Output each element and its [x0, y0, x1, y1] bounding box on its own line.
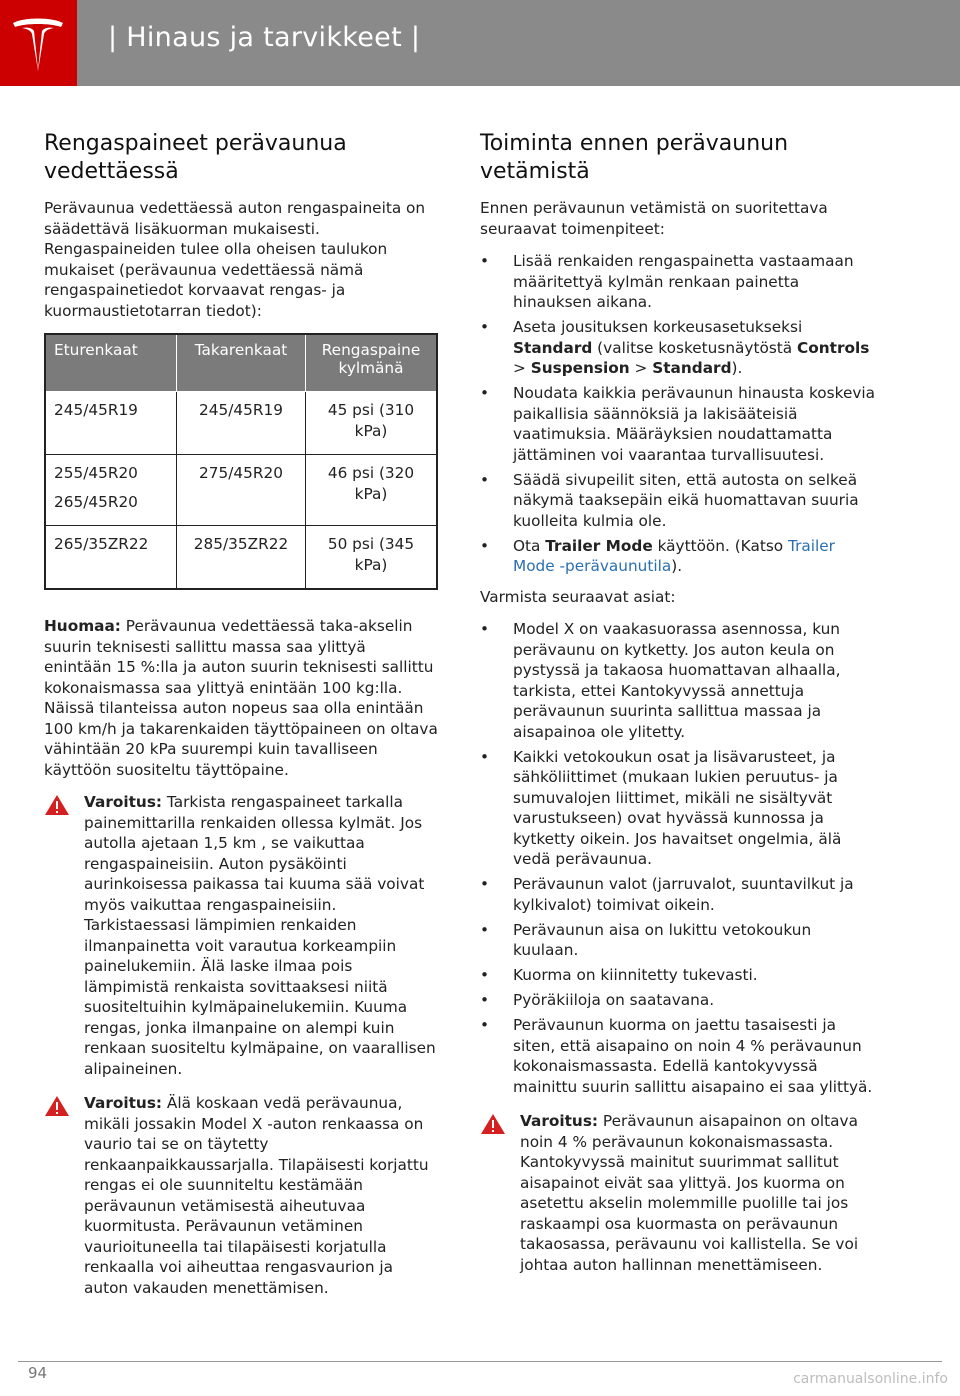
pressure-cell: 45 psi (310 kPa) [306, 392, 438, 455]
pressure-cell: 50 psi (345 kPa) [306, 526, 438, 590]
list-item [480, 536, 876, 577]
text-span: ). [731, 359, 743, 377]
list-item-text: Perävaunun kuorma on jaettu tasaisesti ja siten, että aisapaino on noin 4 % perävaunun kokonaismassasta. Edellä kantokyvyssä mainittu suurin sallittu aisapaino ei saa ylittyä. [513, 1016, 873, 1096]
list-item-text [513, 537, 835, 576]
column-header-rear: Takarenkaat [177, 334, 306, 392]
text-span: Aseta jousituksen korkeusasetukseksi [513, 318, 803, 336]
front-tire-cell [45, 455, 177, 526]
tesla-logo-icon [10, 14, 66, 72]
list-item [480, 1015, 876, 1097]
tire-pressure-heading: Rengaspaineet perävaunua vedettäessä [44, 131, 347, 184]
text-span: Ota [513, 536, 546, 555]
text-span: > [513, 359, 531, 377]
warning-icon [44, 794, 70, 816]
list-item-text: Model X on vaakasuorassa asennossa, kun perävaunu on kytketty. Jos auton keula on pystyssä ja takaosa huomattavan alhaalla, tarkista, ettei Kantokyvyssä annettuja perävaunun suurinta sallittua massaa ja aisapainoa ole ylitetty. [513, 620, 841, 741]
list-item [480, 920, 876, 961]
trailer-mode-link[interactable]: Trailer Mode -perävaunutila [513, 536, 835, 575]
column-header-pressure: Rengaspaine kylmänä [306, 334, 438, 392]
footer-divider [18, 1361, 942, 1362]
tire-pressure-intro: Perävaunua vedettäessä auton rengaspaineita on säädettävä lisäkuorman mukaisesti. Rengaspaineiden tulee olla oheisen taulukon mukaiset (perävaunua vedettäessä nämä rengaspainetiedot korvaavat rengas- ja kuormaustietotarran tiedot): [44, 199, 426, 320]
rear-tire-cell: 245/45R19 [177, 392, 306, 455]
list-item-text: Perävaunun valot (jarruvalot, suuntavilkut ja kylkivalot) toimivat oikein. [513, 875, 854, 914]
bullet: • [480, 470, 490, 489]
warning-text [520, 1111, 876, 1275]
list-item-text [513, 318, 869, 377]
ui-term-controls: Controls [797, 338, 870, 357]
note-paragraph [44, 616, 438, 780]
list-item [480, 383, 876, 465]
text-span: > [629, 359, 653, 377]
rear-tire-cell: 275/45R20 [177, 455, 306, 526]
bullet: • [480, 384, 490, 402]
list-item [480, 619, 876, 742]
before-towing-intro: Ennen perävaunun vetämistä on suoritettava seuraavat toimenpiteet: [480, 199, 828, 238]
ui-term-trailer-mode: Trailer Mode [545, 536, 653, 555]
front-tire-size: 245/45R19 [54, 401, 138, 419]
warning-body: Älä koskaan vedä perävaunua, mikäli jossakin Model X -auton renkaassa on vaurio tai se on täytetty renkaanpaikkaussarjalla. Tilapäisesti korjattu rengas ei ole suunniteltu kestämään perävaunun vetämisestä aiheutuvaa kuormitusta. Perävaunun vetäminen vaurioituneella tai tilapäisesti korjatulla renkaalla voi aiheuttaa rengasvaurion ja auton vakauden menettämisen. [84, 1094, 429, 1297]
pressure-cell: 46 psi (320 kPa) [306, 455, 438, 526]
page-header [0, 0, 960, 86]
list-item [480, 251, 876, 313]
ui-term-standard: Standard [513, 338, 593, 357]
ui-term-standard: Standard [652, 359, 732, 377]
warning-block [44, 1093, 438, 1298]
list-item-text: Kaikki vetokoukun osat ja lisävarusteet, ja sähköliittimet (mukaan lukien peruutus- ja sumuvalojen liittimet, mikäli ne sisältyvät varustukseen) ovat hyvässä kunnossa ja kytketty oikein. Jos havaitset ongelmia, älä vedä perävaunua. [513, 747, 842, 868]
warning-label: Varoitus: [520, 1112, 599, 1130]
list-item [480, 470, 876, 532]
warning-text [84, 792, 438, 1079]
list-item-text: Perävaunun aisa on lukittu vetokoukun kuulaan. [513, 920, 812, 959]
front-tire-size-alt: 265/45R20 [54, 492, 138, 511]
rear-tire-cell: 285/35ZR22 [177, 526, 306, 590]
bullet: • [480, 318, 490, 336]
warning-label: Varoitus: [84, 1094, 163, 1112]
warning-icon [44, 1095, 70, 1117]
page-number: 94 [28, 1364, 48, 1382]
list-item-text: Säädä sivupeilit siten, että autosta on selkeä näkymä taaksepäin eikä huomattavan suuria kuolleita kulmia ole. [513, 470, 859, 530]
table-row [45, 392, 437, 455]
bullet: • [480, 966, 490, 984]
warning-block [44, 792, 438, 1079]
ui-term-suspension: Suspension [530, 359, 630, 377]
checks-intro: Varmista seuraavat asiat: [480, 587, 676, 606]
watermark: carmanualsonline.info [793, 1371, 948, 1387]
tire-pressure-table [44, 333, 438, 590]
preparation-steps-list [480, 251, 876, 577]
before-towing-heading: Toiminta ennen perävaunun vetämistä [480, 131, 789, 184]
front-tire-cell [45, 392, 177, 455]
table-row [45, 455, 437, 526]
list-item [480, 990, 876, 1011]
list-item-text: Kuorma on kiinnitetty tukevasti. [513, 966, 758, 984]
table-header-row [45, 334, 437, 392]
left-column [44, 130, 438, 1312]
section-title: | Hinaus ja tarvikkeet | [108, 22, 421, 53]
bullet: • [480, 875, 490, 893]
warning-label: Varoitus: [84, 793, 163, 811]
list-item [480, 747, 876, 870]
warning-icon [480, 1113, 506, 1135]
bullet: • [480, 747, 490, 766]
list-item [480, 317, 876, 379]
front-tire-size: 265/35ZR22 [54, 535, 149, 553]
warning-block [480, 1111, 876, 1275]
text-span: käyttöön. (Katso [652, 536, 789, 555]
checks-list [480, 619, 876, 1097]
bullet: • [480, 620, 490, 638]
list-item [480, 874, 876, 915]
text-span: ). [671, 557, 683, 575]
front-tire-cell [45, 526, 177, 590]
note-label: Huomaa: [44, 617, 121, 635]
warning-text [84, 1093, 438, 1298]
bullet: • [480, 920, 490, 939]
note-text: Perävaunua vedettäessä taka-akselin suurin teknisesti sallittu massa saa ylittyä enintään 15 %:lla ja auton suurin teknisesti sallittu kokonaismassa saa ylittyä enintään 100 kg:lla. Näissä tilanteissa auton nopeus saa olla enintään 100 km/h ja takarenkaiden täyttöpaineen on oltava vähintään 20 kPa suurempi kuin tavalliseen käyttöön suositeltu täyttöpaine. [44, 617, 438, 779]
column-header-front: Eturenkaat [45, 334, 177, 392]
right-column [480, 130, 876, 1289]
bullet: • [480, 1016, 490, 1034]
front-tire-size: 255/45R20 [54, 464, 138, 482]
list-item-text: Pyöräkiiloja on saatavana. [513, 991, 715, 1009]
bullet: • [480, 252, 490, 270]
tesla-logo [0, 0, 77, 86]
list-item-text: Lisää renkaiden rengaspainetta vastaamaan määritettyä kylmän renkaan painetta hinauksen aikana. [513, 252, 854, 311]
table-row [45, 526, 437, 590]
warning-body: Tarkista rengaspaineet tarkalla painemittarilla renkaiden ollessa kylmät. Jos autolla ajetaan 1,5 km , se vaikuttaa rengaspaineisiin. Auton pysäköinti aurinkoisessa paikassa tai kuuma sää voivat myös vaikuttaa rengaspaineisiin. Tarkistaessasi lämpimien renkaiden ilmanpainetta voit varautua korkeampiin painelukemiin. Älä laske ilmaa pois lämpimistä renkaista sovittaaksesi niitä suositeltuihin kylmäpainelukemiin. Kuuma rengas, jonka ilmanpaine on alempi kuin renkaan suositeltu kylmäpaine, on vaarallisen alipaineinen. [84, 793, 436, 1078]
list-item-text: Noudata kaikkia perävaunun hinausta koskevia paikallisia säännöksiä ja lakisääteisiä vaatimuksia. Määräyksien noudattamatta jättäminen voi vaarantaa turvallisuutesi. [513, 384, 876, 464]
warning-body: Perävaunun aisapainon on oltava noin 4 % perävaunun kokonaismassasta. Kantokyvyssä mainitut suurimmat sallitut aisapainot eivät saa ylittyä. Jos kuorma on asetettu akselin molemmille puolille tai jos raskaampi osa kuormasta on perävaunun takaosassa, perävaunu voi kallistella. Se voi johtaa auton hallinnan menettämiseen. [520, 1112, 859, 1274]
bullet: • [480, 536, 490, 555]
text-span: (valitse kosketusnäytöstä [592, 338, 798, 357]
list-item [480, 965, 876, 986]
bullet: • [480, 991, 490, 1009]
